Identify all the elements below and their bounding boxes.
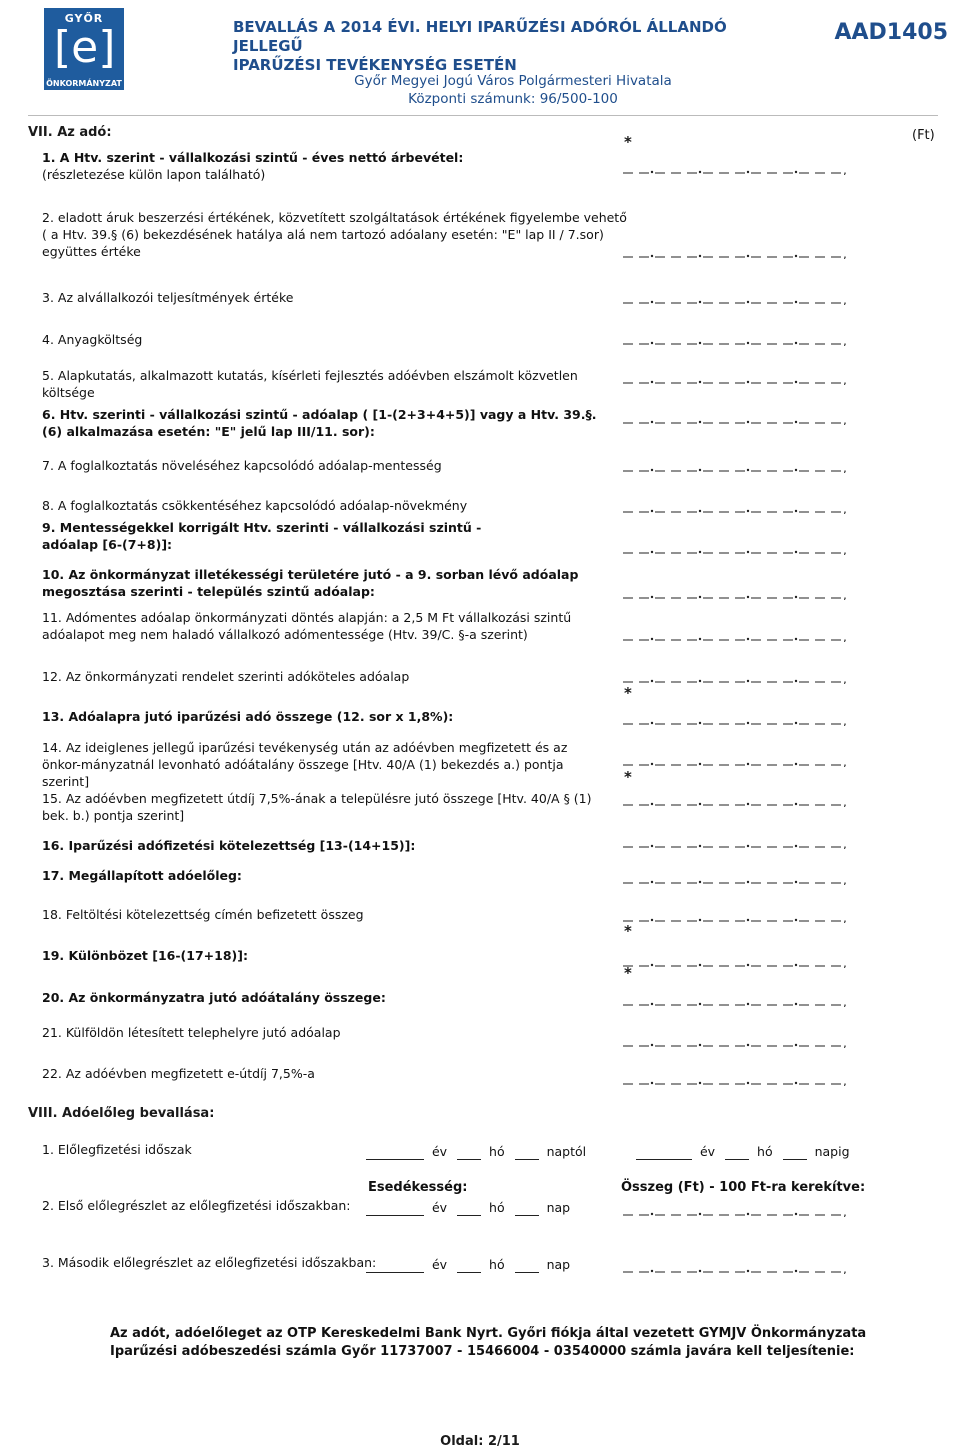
svg-text:,: ,: [843, 1074, 847, 1086]
logo-e-mark: [e]: [54, 22, 116, 73]
amount-field-row-18[interactable]: [623, 907, 863, 921]
advance-period-label: 1. Előlegfizetési időszak: [42, 1142, 192, 1157]
to-year-unit: év: [699, 1144, 716, 1159]
row-19-label: 19. Különbözet [16-(17+18)]:: [42, 948, 248, 963]
amount-field-row-5[interactable]: [623, 369, 863, 383]
star-mark-19: *: [624, 964, 632, 982]
amount-field-row-16[interactable]: [623, 833, 863, 847]
second-month-unit: hó: [489, 1257, 505, 1272]
to-month-unit: hó: [757, 1144, 773, 1159]
second-month-field[interactable]: [457, 1260, 481, 1273]
row-11-line1: 11. Adómentes adóalap önkormányzati döntés alapján: a 2,5 M Ft vállalkozási szintű: [42, 610, 572, 625]
installment-amount-field-2[interactable]: [623, 1258, 863, 1272]
svg-text:,: ,: [843, 334, 847, 346]
office-phone: Központi számunk: 96/500-100: [408, 91, 618, 107]
row-5-line1: 5. Alapkutatás, alkalmazott kutatás, kísérleti fejlesztés adóévben elszámolt közvetlen: [42, 368, 578, 383]
row-2-line3: együttes értéke: [42, 244, 141, 259]
to-day-field[interactable]: [783, 1147, 807, 1160]
installment-amount-field-1[interactable]: [623, 1201, 863, 1215]
row-6-line1: 6. Htv. szerinti - vállalkozási szintű - adóalap ( [1-(2+3+4+5)] vagy a Htv. 39.§.: [42, 407, 597, 422]
row-2-line1: 2. eladott áruk beszerzési értékének, közvetített szolgáltatások értékének figyelembe vehető: [42, 210, 627, 225]
first-year-field[interactable]: [366, 1203, 424, 1216]
payment-instructions: [110, 1325, 867, 1361]
star-mark-18: *: [624, 922, 632, 940]
row-11-label: [42, 609, 571, 643]
svg-text:,: ,: [843, 247, 847, 259]
row-16-label: 16. Iparűzési adófizetési kötelezettség [13-(14+15)]:: [42, 838, 416, 853]
svg-text:,: ,: [843, 293, 847, 305]
second-year-field[interactable]: [366, 1260, 424, 1273]
row-3-label: 3. Az alvállalkozói teljesítmények értéke: [42, 290, 294, 305]
svg-text:,: ,: [843, 714, 847, 726]
row-8-label: 8. A foglalkoztatás csökkentéséhez kapcsolódó adóalap-növekmény: [42, 498, 468, 513]
star-mark-12: *: [624, 684, 632, 702]
row-9-label: [42, 519, 481, 553]
from-day-unit: naptól: [546, 1144, 587, 1159]
to-year-field[interactable]: [636, 1147, 692, 1160]
row-2-label: [42, 209, 627, 260]
row-4-label: 4. Anyagköltség: [42, 332, 143, 347]
unit-label: (Ft): [912, 128, 935, 143]
city-logo: [44, 8, 124, 90]
row-15-line1: 15. Az adóévben megfizetett útdíj 7,5%-ának a településre jutó összege [Htv. 40/A § (1): [42, 791, 592, 806]
from-year-unit: év: [431, 1144, 448, 1159]
second-day-field[interactable]: [515, 1260, 539, 1273]
form-code: AAD1405: [834, 20, 948, 45]
row-7-label: 7. A foglalkoztatás növeléséhez kapcsolódó adóalap-mentesség: [42, 458, 442, 473]
amount-field-row-10[interactable]: [623, 584, 863, 598]
row-21-label: 21. Külföldön létesített telephelyre jutó adóalap: [42, 1025, 341, 1040]
svg-text:,: ,: [843, 163, 847, 175]
row-14-line3: szerint]: [42, 774, 90, 789]
office-info: [233, 72, 793, 108]
amount-field-row-19[interactable]: [623, 952, 863, 966]
svg-text:,: ,: [843, 1205, 847, 1217]
row-14-line1: 14. Az ideiglenes jellegű iparűzési tevékenység után az adóévben megfizetett és az: [42, 740, 568, 755]
from-year-field[interactable]: [366, 1147, 424, 1160]
svg-text:,: ,: [843, 755, 847, 767]
from-day-field[interactable]: [515, 1147, 539, 1160]
amount-header: Összeg (Ft) - 100 Ft-ra kerekítve:: [621, 1180, 866, 1195]
row-18-label: 18. Feltöltési kötelezettség címén befizetett összeg: [42, 907, 364, 922]
row-11-line2: adóalapot meg nem haladó vállalkozó adómentessége (Htv. 39/C. §-a szerint): [42, 627, 528, 642]
second-installment-date[interactable]: [366, 1256, 570, 1273]
period-from[interactable]: [366, 1143, 586, 1160]
amount-field-row-8[interactable]: [623, 498, 863, 512]
row-9-line1: 9. Mentességekkel korrigált Htv. szerinti - vállalkozási szintű -: [42, 520, 482, 535]
first-installment-date[interactable]: [366, 1199, 570, 1216]
row-2-line2: ( a Htv. 39.§ (6) bekezdésének hatálya alá nem tartozó adóalany esetén: "E" lap II / 7.sor): [42, 227, 604, 242]
svg-text:,: ,: [843, 1036, 847, 1048]
first-month-unit: hó: [489, 1200, 505, 1215]
svg-text:,: ,: [843, 956, 847, 968]
svg-text:,: ,: [843, 502, 847, 514]
row-9-line2: adóalap [6-(7+8)]:: [42, 537, 173, 552]
section-8-title: VIII. Adóelőleg bevallása:: [28, 1106, 215, 1121]
from-month-field[interactable]: [457, 1147, 481, 1160]
row-10-line2: megosztása szerinti - település szintű adóalap:: [42, 584, 375, 599]
svg-text:,: ,: [843, 873, 847, 885]
row-12-label: 12. Az önkormányzati rendelet szerinti adóköteles adóalap: [42, 669, 410, 684]
office-name: Győr Megyei Jogú Város Polgármesteri Hivatala: [354, 73, 672, 89]
payment-line1: Az adót, adóelőleget az OTP Kereskedelmi Bank Nyrt. Győri fiókja által vezetett GYMJV Önkormányzata: [110, 1326, 867, 1341]
form-title-line1: BEVALLÁS A 2014 ÉVI. HELYI IPARŰZÉSI ADÓRÓL ÁLLANDÓ JELLEGŰ: [233, 18, 727, 55]
logo-subtitle: ÖNKORMÁNYZAT: [46, 79, 122, 88]
row-14-label: [42, 739, 602, 790]
amount-field-row-21[interactable]: [623, 1032, 863, 1046]
row-6-label: [42, 406, 596, 440]
due-date-header: Esedékesség:: [368, 1180, 468, 1195]
amount-field-row-9[interactable]: [623, 539, 863, 553]
second-installment-label: 3. Második előlegrészlet az előlegfizetési időszakban:: [42, 1255, 377, 1270]
svg-text:,: ,: [843, 1262, 847, 1274]
svg-text:,: ,: [843, 995, 847, 1007]
period-to[interactable]: [636, 1143, 850, 1160]
row-1-line2: (részletezése külön lapon található): [42, 167, 266, 182]
logo-city: GYŐR: [64, 12, 104, 25]
to-day-unit: napig: [814, 1144, 850, 1159]
row-20-label: 20. Az önkormányzatra jutó adóátalány összege:: [42, 990, 386, 1005]
amount-field-row-14[interactable]: [623, 751, 863, 765]
amount-field-row-11[interactable]: [623, 626, 863, 640]
page-number: Oldal: 2/11: [440, 1434, 520, 1449]
amount-field-row-6[interactable]: [623, 409, 863, 423]
row-10-line1: 10. Az önkormányzat illetékességi területére jutó - a 9. sorban lévő adóalap: [42, 567, 579, 582]
amount-field-row-7[interactable]: [623, 457, 863, 471]
amount-field-row-22[interactable]: [623, 1070, 863, 1084]
amount-field-row-15[interactable]: [623, 791, 863, 805]
row-1-line1: 1. A Htv. szerint - vállalkozási szintű - éves nettó árbevétel:: [42, 150, 464, 165]
first-day-field[interactable]: [515, 1203, 539, 1216]
row-5-label: [42, 367, 578, 401]
amount-field-row-12[interactable]: [623, 668, 863, 682]
row-6-line2: (6) alkalmazása esetén: "E" jelű lap III/11. sor):: [42, 424, 375, 439]
svg-text:,: ,: [843, 413, 847, 425]
star-mark-14: *: [624, 768, 632, 786]
second-year-unit: év: [431, 1257, 448, 1272]
row-17-label: 17. Megállapított adóelőleg:: [42, 868, 242, 883]
amount-field-row-1[interactable]: [623, 159, 863, 173]
svg-text:,: ,: [843, 588, 847, 600]
row-10-label: [42, 566, 578, 600]
star-mark-1: *: [624, 133, 632, 151]
svg-text:,: ,: [843, 911, 847, 923]
svg-text:,: ,: [843, 672, 847, 684]
amount-field-row-13[interactable]: [623, 710, 863, 724]
row-15-line2: bek. b.) pontja szerint]: [42, 808, 185, 823]
svg-text:,: ,: [843, 373, 847, 385]
first-installment-label: 2. Első előlegrészlet az előlegfizetési időszakban:: [42, 1198, 351, 1213]
first-day-unit: nap: [546, 1200, 571, 1215]
amount-field-row-17[interactable]: [623, 869, 863, 883]
amount-field-row-3[interactable]: [623, 289, 863, 303]
from-month-unit: hó: [489, 1144, 505, 1159]
row-13-label: 13. Adóalapra jutó iparűzési adó összege (12. sor x 1,8%):: [42, 709, 454, 724]
svg-text:,: ,: [843, 837, 847, 849]
header-divider: [28, 115, 938, 116]
svg-text:,: ,: [843, 543, 847, 555]
amount-field-row-20[interactable]: [623, 991, 863, 1005]
second-day-unit: nap: [546, 1257, 571, 1272]
amount-field-row-2[interactable]: [623, 243, 863, 257]
row-1-label: [42, 149, 463, 183]
row-22-label: 22. Az adóévben megfizetett e-útdíj 7,5%-a: [42, 1066, 315, 1081]
form-title-line2: IPARŰZÉSI TEVÉKENYSÉG ESETÉN: [233, 56, 517, 74]
first-year-unit: év: [431, 1200, 448, 1215]
payment-line2: Iparűzési adóbeszedési számla Győr 11737007 - 15466004 - 03540000 számla javára kell teljesítenie:: [110, 1344, 855, 1359]
form-title: [233, 18, 793, 75]
svg-text:,: ,: [843, 630, 847, 642]
section-7-title: VII. Az adó:: [28, 125, 112, 140]
svg-text:,: ,: [843, 795, 847, 807]
amount-field-row-4[interactable]: [623, 330, 863, 344]
row-5-line2: költsége: [42, 385, 95, 400]
to-month-field[interactable]: [725, 1147, 749, 1160]
row-14-line2: önkor-mányzatnál levonható adóátalány összege [Htv. 40/A (1) bekezdés a.) pontja: [42, 757, 564, 772]
row-15-label: [42, 790, 602, 824]
svg-text:,: ,: [843, 461, 847, 473]
first-month-field[interactable]: [457, 1203, 481, 1216]
